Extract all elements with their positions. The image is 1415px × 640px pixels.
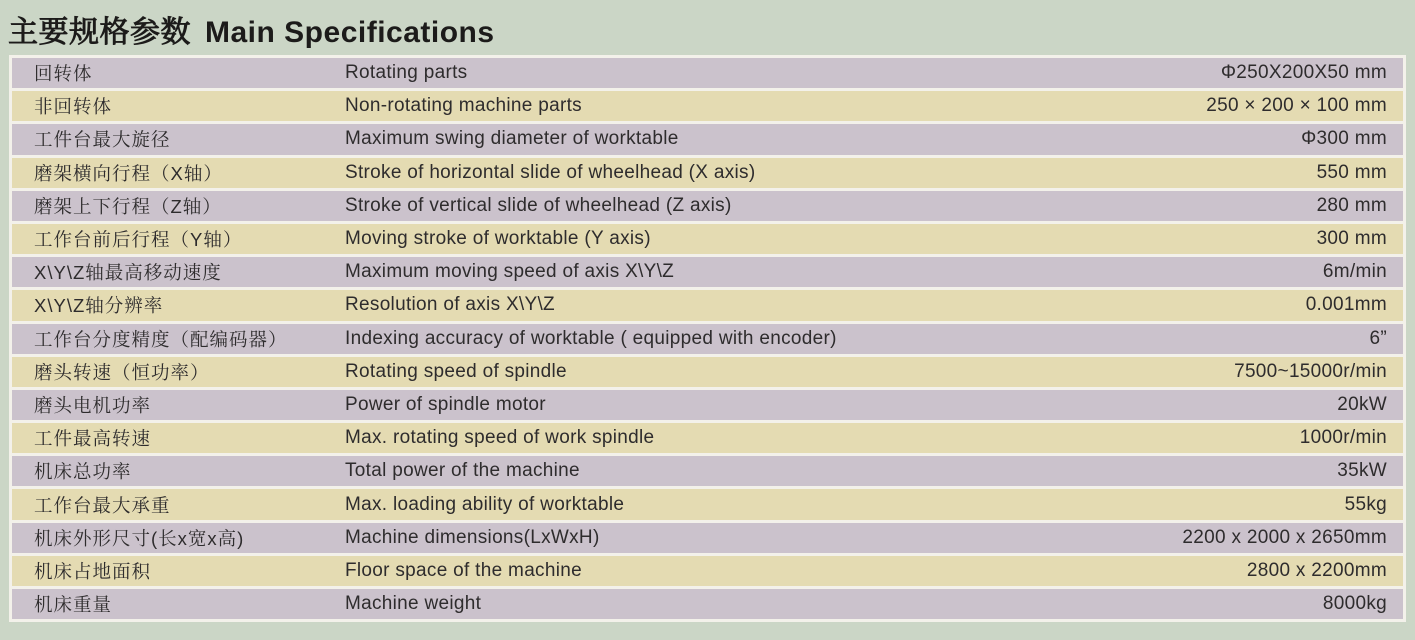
spec-row — [12, 224, 1403, 254]
spec-row — [12, 589, 1403, 619]
spec-row — [12, 191, 1403, 221]
spec-row — [12, 489, 1403, 519]
spec-value: 1000r/min — [1299, 427, 1387, 449]
spec-value: 250 × 200 × 100 mm — [1206, 95, 1387, 117]
spec-label-chinese: 回转体 — [34, 63, 93, 85]
specifications-table — [9, 55, 1406, 622]
spec-row — [12, 324, 1403, 354]
spec-row — [12, 290, 1403, 320]
spec-value: 6” — [1369, 327, 1387, 349]
spec-label-english: Resolution of axis X\Y\Z — [345, 294, 555, 316]
page-title-english: Main Specifications — [205, 16, 495, 49]
spec-label-english: Max. loading ability of worktable — [345, 493, 625, 515]
spec-label-chinese: 机床重量 — [34, 594, 113, 616]
spec-value: 2200 x 2000 x 2650mm — [1182, 526, 1387, 548]
spec-value: 2800 x 2200mm — [1246, 559, 1387, 581]
spec-value: 8000kg — [1322, 593, 1387, 615]
spec-label-english: Floor space of the machine — [345, 559, 582, 581]
spec-value: 300 mm — [1316, 228, 1387, 250]
spec-row — [12, 257, 1403, 287]
spec-value: 6m/min — [1322, 261, 1387, 283]
spec-label-english: Maximum swing diameter of worktable — [345, 128, 679, 150]
spec-value: 7500~15000r/min — [1234, 360, 1387, 382]
spec-label-chinese: 工作台前后行程（Y轴） — [34, 229, 243, 251]
spec-value: 0.001mm — [1305, 294, 1387, 316]
spec-label-chinese: 工作台最大承重 — [34, 494, 171, 516]
spec-label-english: Maximum moving speed of axis X\Y\Z — [345, 261, 675, 283]
spec-label-english: Rotating parts — [345, 62, 468, 84]
spec-label-english: Non-rotating machine parts — [345, 95, 582, 117]
spec-label-chinese: 机床外形尺寸(长x宽x高) — [34, 527, 245, 549]
spec-row — [12, 390, 1403, 420]
spec-row — [12, 423, 1403, 453]
spec-label-chinese: 磨架上下行程（Z轴） — [34, 195, 222, 217]
spec-value: 35kW — [1337, 460, 1387, 482]
page-title — [0, 0, 1415, 51]
spec-label-chinese: 非回转体 — [34, 96, 113, 118]
spec-label-chinese: 磨架横向行程（X轴） — [34, 162, 223, 184]
spec-label-english: Stroke of horizontal slide of wheelhead (X axis) — [345, 161, 756, 183]
spec-label-english: Rotating speed of spindle — [345, 360, 567, 382]
spec-label-chinese: 工件台最大旋径 — [34, 129, 171, 151]
spec-value: Φ300 mm — [1301, 128, 1387, 150]
spec-label-english: Moving stroke of worktable (Y axis) — [345, 228, 651, 250]
spec-row — [12, 91, 1403, 121]
spec-row — [12, 357, 1403, 387]
spec-value: 20kW — [1337, 393, 1387, 415]
spec-label-english: Total power of the machine — [345, 460, 580, 482]
spec-value: 280 mm — [1316, 194, 1387, 216]
spec-row — [12, 158, 1403, 188]
spec-label-english: Machine dimensions(LxWxH) — [345, 526, 600, 548]
spec-value: Φ250X200X50 mm — [1220, 62, 1387, 84]
spec-label-english: Machine weight — [345, 593, 482, 615]
spec-row — [12, 556, 1403, 586]
spec-row — [12, 124, 1403, 154]
spec-label-chinese: 磨头转速（恒功率） — [34, 361, 210, 383]
spec-label-chinese: 工件最高转速 — [34, 428, 152, 450]
spec-row — [12, 456, 1403, 486]
spec-label-english: Max. rotating speed of work spindle — [345, 427, 655, 449]
spec-label-chinese: 工作台分度精度（配编码器） — [34, 328, 288, 350]
spec-label-english: Indexing accuracy of worktable ( equipped with encoder) — [345, 327, 837, 349]
spec-label-chinese: 机床总功率 — [34, 461, 132, 483]
spec-label-chinese: X\Y\Z轴最高移动速度 — [34, 262, 222, 284]
spec-label-chinese: 磨头电机功率 — [34, 394, 152, 416]
spec-label-chinese: 机床占地面积 — [34, 560, 152, 582]
spec-label-english: Stroke of vertical slide of wheelhead (Z axis) — [345, 194, 732, 216]
page-title-chinese: 主要规格参数 — [8, 16, 191, 49]
spec-row — [12, 523, 1403, 553]
spec-label-english: Power of spindle motor — [345, 393, 546, 415]
spec-value: 55kg — [1344, 493, 1387, 515]
spec-value: 550 mm — [1316, 161, 1387, 183]
spec-row — [12, 58, 1403, 88]
spec-label-chinese: X\Y\Z轴分辨率 — [34, 295, 164, 317]
